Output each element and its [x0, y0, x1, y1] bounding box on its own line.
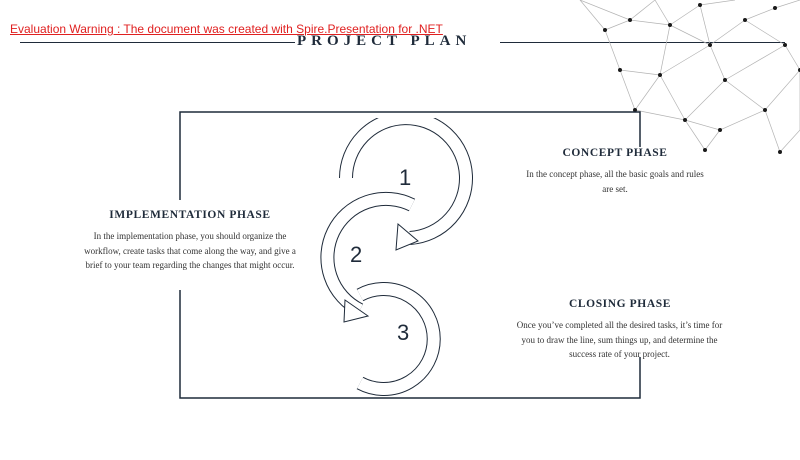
concept-phase-text: In the concept phase, all the basic goals and rules are set. [526, 169, 704, 194]
page-title: PROJECT PLAN [297, 33, 472, 49]
evaluation-warning: Evaluation Warning : The document was created with Spire.Presentation for .NET [10, 22, 443, 36]
step-number-3: 3 [397, 320, 410, 345]
implementation-phase-text: In the implementation phase, you should organize the workflow, create tasks that come along the way, and give a brief to your team regarding the changes that might occur. [84, 231, 296, 270]
step-number-1: 1 [399, 165, 412, 190]
implementation-phase-heading: IMPLEMENTATION PHASE [109, 209, 271, 221]
phase-cycle-diagram [290, 118, 480, 400]
closing-phase-heading: CLOSING PHASE [568, 298, 672, 310]
concept-phase-heading: CONCEPT PHASE [562, 147, 668, 159]
step-number-2: 2 [350, 242, 363, 267]
closing-phase-text: Once you’ve completed all the desired tasks, it’s time for you to draw the line, sum things up, and determine the success rate of your project. [516, 320, 723, 359]
